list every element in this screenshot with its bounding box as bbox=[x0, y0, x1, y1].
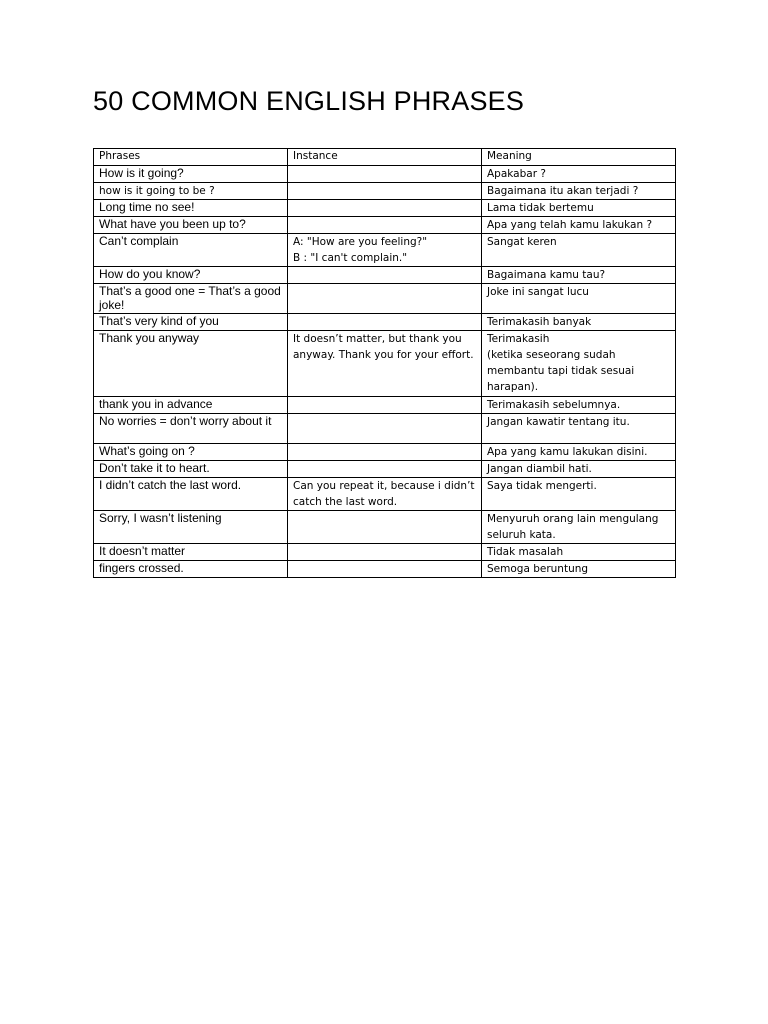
meaning-cell: Sangat keren bbox=[482, 234, 676, 267]
instance-cell bbox=[288, 217, 482, 234]
phrase-cell: I didn’t catch the last word. bbox=[94, 478, 288, 511]
meaning-cell: Jangan kawatir tentang itu. bbox=[482, 414, 676, 444]
instance-cell bbox=[288, 561, 482, 578]
meaning-cell: Terimakasih sebelumnya. bbox=[482, 397, 676, 414]
instance-cell bbox=[288, 166, 482, 183]
instance-cell bbox=[288, 314, 482, 331]
instance-cell bbox=[288, 544, 482, 561]
instance-cell bbox=[288, 511, 482, 544]
phrase-cell: That’s very kind of you bbox=[94, 314, 288, 331]
meaning-cell: Apa yang telah kamu lakukan ? bbox=[482, 217, 676, 234]
instance-cell bbox=[288, 397, 482, 414]
phrase-cell: What’s going on ? bbox=[94, 444, 288, 461]
table-row bbox=[94, 561, 676, 578]
instance-cell: A: "How are you feeling?" B : "I can't complain." bbox=[288, 234, 482, 267]
table-row bbox=[94, 200, 676, 217]
table-row bbox=[94, 397, 676, 414]
phrase-cell: Long time no see! bbox=[94, 200, 288, 217]
table-row bbox=[94, 267, 676, 284]
phrase-cell: Can’t complain bbox=[94, 234, 288, 267]
meaning-cell: Apa yang kamu lakukan disini. bbox=[482, 444, 676, 461]
table-header-row bbox=[94, 149, 676, 166]
meaning-cell: Terimakasih banyak bbox=[482, 314, 676, 331]
phrase-cell: How do you know? bbox=[94, 267, 288, 284]
table-row bbox=[94, 478, 676, 511]
phrase-cell: Thank you anyway bbox=[94, 331, 288, 397]
column-header-phrases: Phrases bbox=[94, 149, 288, 166]
table-row bbox=[94, 461, 676, 478]
phrases-table bbox=[93, 148, 676, 578]
table-row bbox=[94, 331, 676, 397]
phrase-cell: No worries = don’t worry about it bbox=[94, 414, 288, 444]
phrase-cell: thank you in advance bbox=[94, 397, 288, 414]
instance-cell bbox=[288, 414, 482, 444]
table-row bbox=[94, 511, 676, 544]
phrase-cell: It doesn’t matter bbox=[94, 544, 288, 561]
meaning-cell: Semoga beruntung bbox=[482, 561, 676, 578]
instance-cell: It doesn’t matter, but thank you anyway. Thank you for your effort. bbox=[288, 331, 482, 397]
column-header-meaning: Meaning bbox=[482, 149, 676, 166]
meaning-cell: Saya tidak mengerti. bbox=[482, 478, 676, 511]
table-row bbox=[94, 284, 676, 314]
phrase-cell: How is it going? bbox=[94, 166, 288, 183]
phrase-cell: That’s a good one = That’s a good joke! bbox=[94, 284, 288, 314]
instance-cell bbox=[288, 200, 482, 217]
meaning-cell: Lama tidak bertemu bbox=[482, 200, 676, 217]
meaning-cell: Apakabar ? bbox=[482, 166, 676, 183]
instance-cell: Can you repeat it, because i didn’t catch the last word. bbox=[288, 478, 482, 511]
column-header-instance: Instance bbox=[288, 149, 482, 166]
table-row bbox=[94, 234, 676, 267]
meaning-cell: Jangan diambil hati. bbox=[482, 461, 676, 478]
meaning-cell: Bagaimana itu akan terjadi ? bbox=[482, 183, 676, 200]
phrase-cell: fingers crossed. bbox=[94, 561, 288, 578]
instance-cell bbox=[288, 461, 482, 478]
meaning-cell: Bagaimana kamu tau? bbox=[482, 267, 676, 284]
page-title: 50 COMMON ENGLISH PHRASES bbox=[93, 86, 525, 116]
instance-cell bbox=[288, 183, 482, 200]
table-row bbox=[94, 217, 676, 234]
instance-cell bbox=[288, 267, 482, 284]
instance-cell bbox=[288, 444, 482, 461]
phrase-cell: Sorry, I wasn’t listening bbox=[94, 511, 288, 544]
meaning-cell: Tidak masalah bbox=[482, 544, 676, 561]
phrase-cell: What have you been up to? bbox=[94, 217, 288, 234]
meaning-cell: Terimakasih (ketika seseorang sudah membantu tapi tidak sesuai harapan). bbox=[482, 331, 676, 397]
table-row bbox=[94, 314, 676, 331]
table-row bbox=[94, 166, 676, 183]
meaning-cell: Joke ini sangat lucu bbox=[482, 284, 676, 314]
table-row bbox=[94, 544, 676, 561]
phrase-cell: Don’t take it to heart. bbox=[94, 461, 288, 478]
table-row bbox=[94, 183, 676, 200]
instance-cell bbox=[288, 284, 482, 314]
table-row bbox=[94, 414, 676, 444]
meaning-cell: Menyuruh orang lain mengulang seluruh kata. bbox=[482, 511, 676, 544]
phrase-cell: how is it going to be ? bbox=[94, 183, 288, 200]
table-row bbox=[94, 444, 676, 461]
